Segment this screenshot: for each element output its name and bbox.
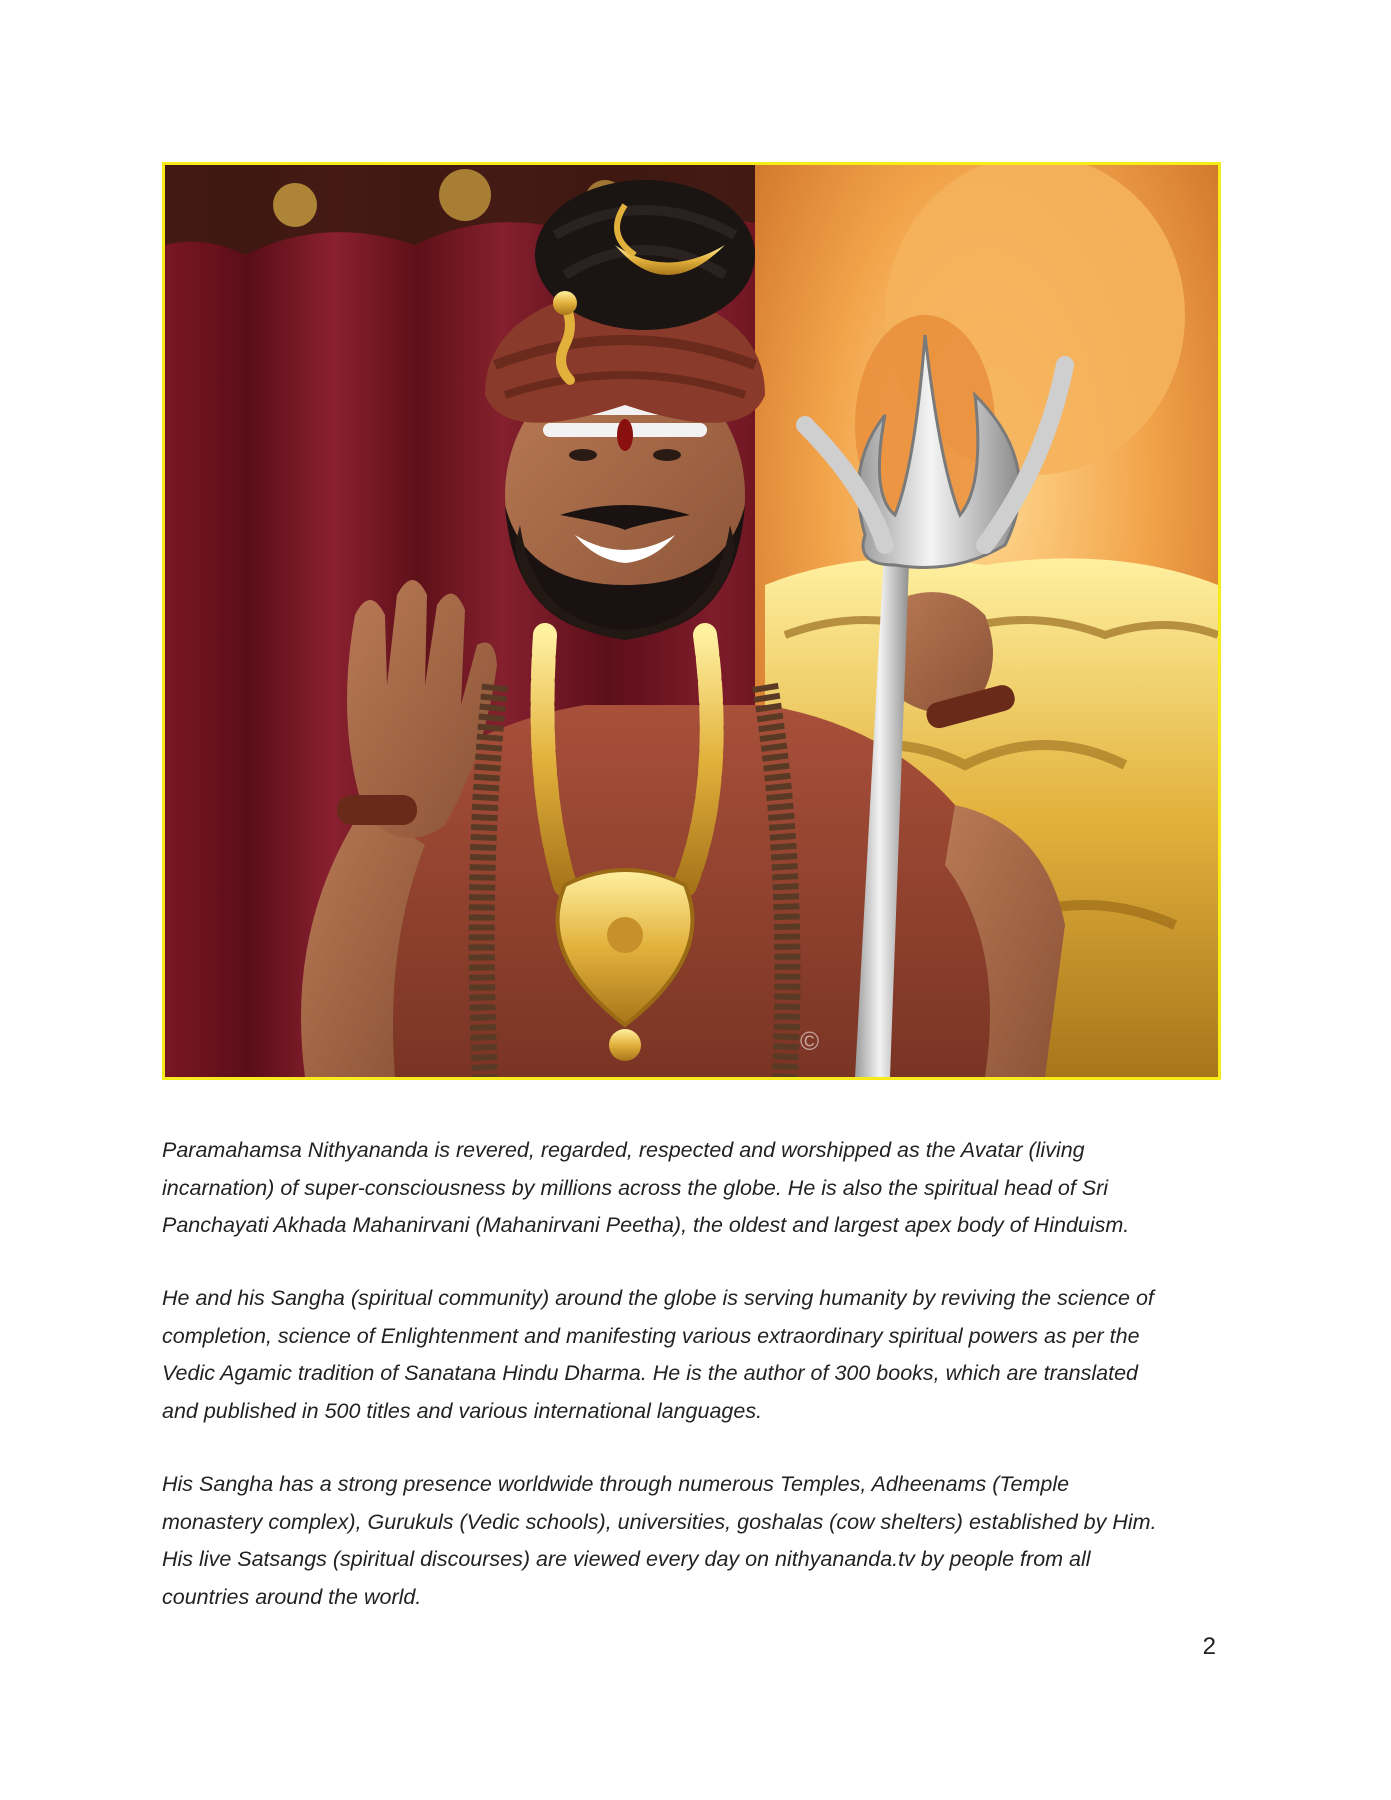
paragraph-intro [162, 1132, 1222, 1245]
portrait-photo [162, 162, 1221, 1080]
text-line: He and his Sangha (spiritual community) around the globe is serving humanity by reviving the science of [162, 1286, 1154, 1310]
photo-watermark: © [800, 1026, 820, 1056]
page-number: 2 [1202, 1633, 1216, 1660]
text-line: monastery complex), Gurukuls (Vedic schools), universities, goshalas (cow shelters) established by Him. [162, 1509, 1157, 1534]
text-line: countries around the world. [162, 1584, 422, 1609]
text-line: and published in 500 titles and various international languages. [162, 1398, 763, 1423]
text-line: Panchayati Akhada Mahanirvani (Mahanirvani Peetha), the oldest and largest apex body of Hinduism. [162, 1213, 1130, 1237]
text-line: incarnation) of super-consciousness by millions across the globe. He is also the spiritual head of Sri [162, 1175, 1109, 1200]
text-line: completion, science of Enlightenment and manifesting various extraordinary spiritual powers as per the [162, 1323, 1140, 1348]
text-line: His live Satsangs (spiritual discourses) are viewed every day on nithyananda.tv by people from all [162, 1547, 1091, 1571]
paragraph-presence [162, 1466, 1222, 1616]
text-line: Vedic Agamic tradition of Sanatana Hindu Dharma. He is the author of 300 books, which are translated [162, 1361, 1139, 1385]
portrait-illustration [165, 165, 1218, 1077]
text-line: Paramahamsa Nithyananda is revered, regarded, respected and worshipped as the Avatar (living [162, 1138, 1085, 1162]
paragraph-sangha [162, 1280, 1222, 1430]
text-line: His Sangha has a strong presence worldwide through numerous Temples, Adheenams (Temple [162, 1472, 1070, 1496]
